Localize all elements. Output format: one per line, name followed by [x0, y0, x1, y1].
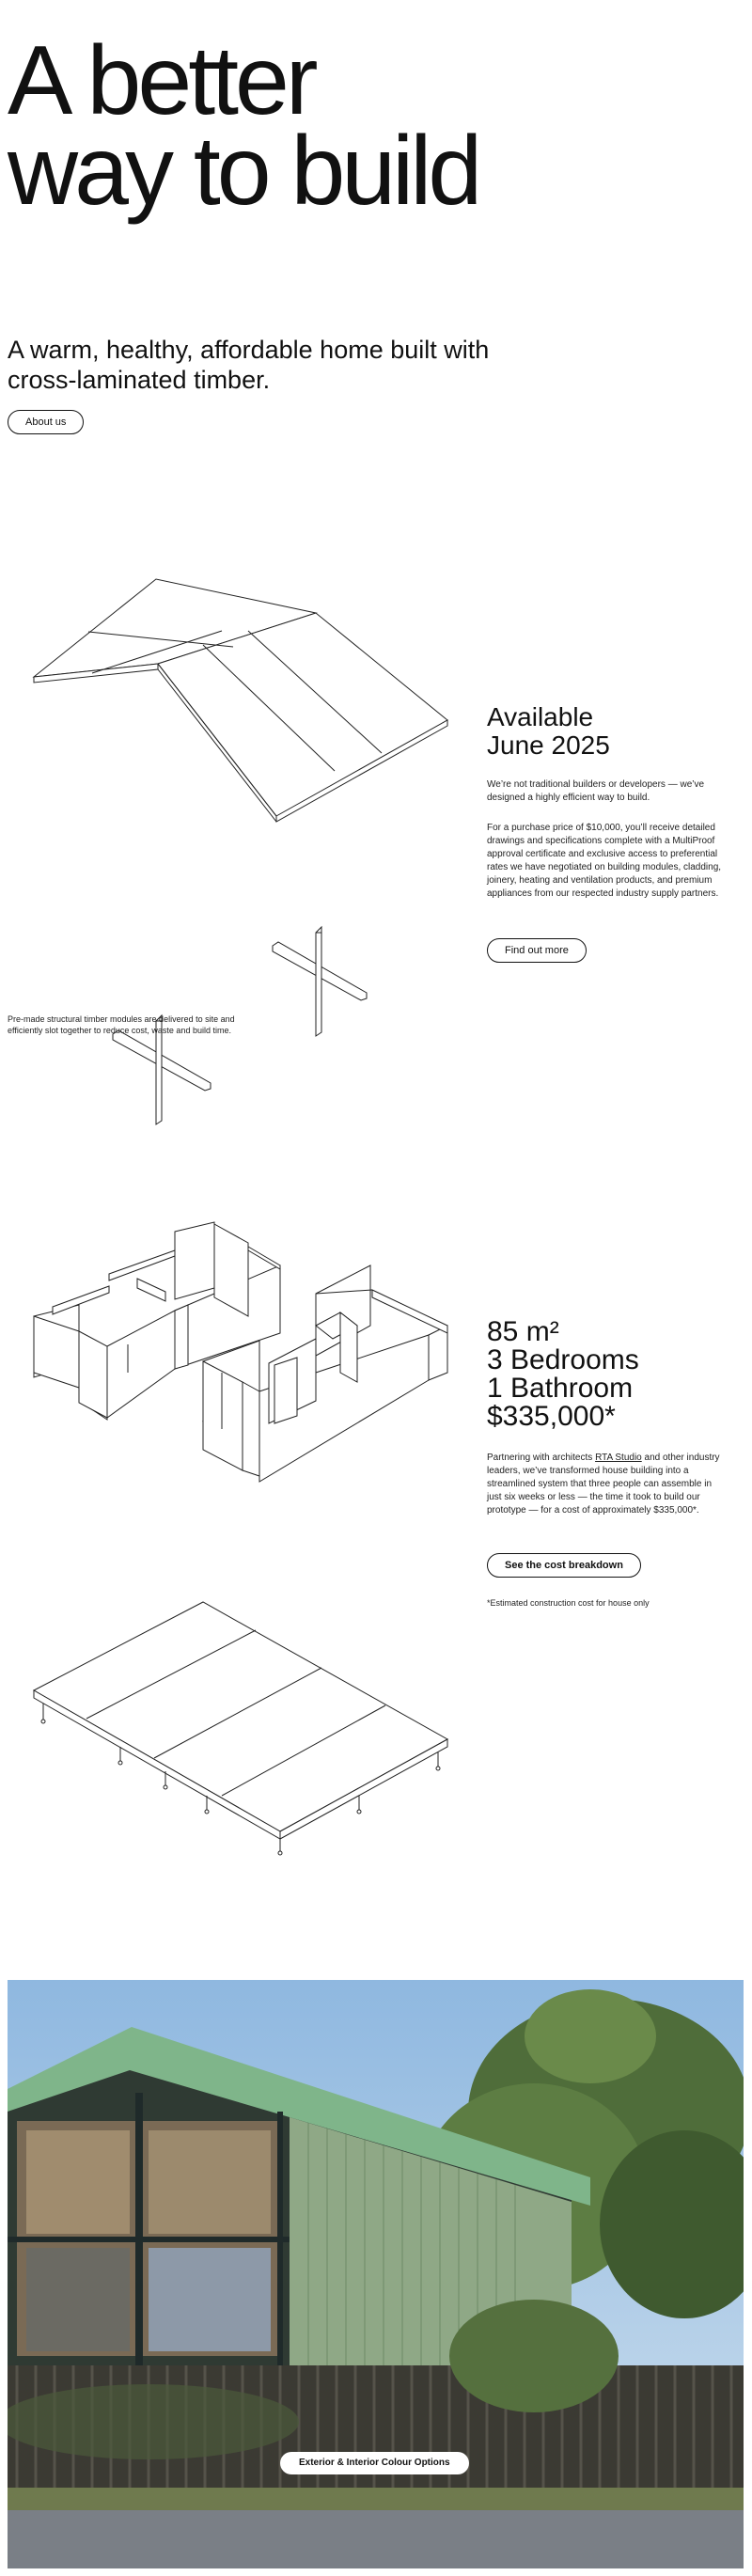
- hero-subtitle: [8, 335, 590, 395]
- house-modules-drawing: [34, 1222, 453, 1517]
- colour-options-button[interactable]: Exterior & Interior Colour Options: [280, 2452, 469, 2474]
- modules-caption: Pre-made structural timber modules are delivered to site and efficiently slot together to reduce cost, waste and build time.: [8, 1014, 235, 1035]
- rta-studio-link[interactable]: RTA Studio: [595, 1453, 642, 1463]
- home-bathrooms: 1 Bathroom: [487, 1373, 634, 1404]
- find-out-more-button[interactable]: Find out more: [487, 938, 587, 963]
- home-description-rest: and other industry leaders, we’ve transformed house building into a streamlined system that three people can assemble in just six weeks or less — the time it took to build our prototype — for a cost of approximately $335,000*.: [487, 1453, 720, 1516]
- home-bedrooms: 3 Bedrooms: [487, 1344, 639, 1375]
- home-stats: [487, 1318, 639, 1431]
- home-area: 85 m²: [487, 1316, 559, 1347]
- home-description: [487, 1452, 722, 1517]
- hero-subtitle-line2: cross-laminated timber.: [8, 366, 271, 394]
- hero-title-line1: A better: [8, 26, 315, 135]
- house-exterior-photo: [8, 1980, 744, 2568]
- floor-platform-drawing: [34, 1602, 453, 1856]
- cost-breakdown-button[interactable]: See the cost breakdown: [487, 1553, 641, 1578]
- home-price: $335,000*: [487, 1401, 616, 1432]
- verge: [8, 2488, 744, 2510]
- road: [8, 2510, 744, 2568]
- hero-subtitle-line1: A warm, healthy, affordable home built with: [8, 336, 490, 364]
- availability-details: For a purchase price of $10,000, you’ll receive detailed drawings and specifications complete with a MultiProof approval certificate and exclusive access to preferential rates we have negotiated on building modules, cladding, joinery, heating and ventilation products, and premium appliances from our respected industry supply partners.: [487, 823, 722, 899]
- house-exterior-illustration: [8, 1980, 744, 2568]
- shrub: [449, 2300, 619, 2412]
- availability-title: [487, 703, 610, 760]
- home-description-intro: Partnering with architects: [487, 1453, 596, 1463]
- about-us-button[interactable]: About us: [8, 410, 84, 434]
- roof-panels-drawing: [34, 579, 455, 820]
- cost-footnote: *Estimated construction cost for house only: [487, 1598, 650, 1608]
- availability-title-line1: Available: [487, 702, 594, 731]
- glazing: [8, 2093, 290, 2375]
- availability-intro: We’re not traditional builders or developers — we’ve designed a highly efficient way to build.: [487, 779, 705, 803]
- hero-title-line2: way to build: [8, 117, 479, 226]
- hero-title: [8, 26, 479, 226]
- shrub: [8, 2384, 299, 2459]
- availability-title-line2: June 2025: [487, 730, 610, 760]
- cross-module-upper: [273, 927, 372, 1038]
